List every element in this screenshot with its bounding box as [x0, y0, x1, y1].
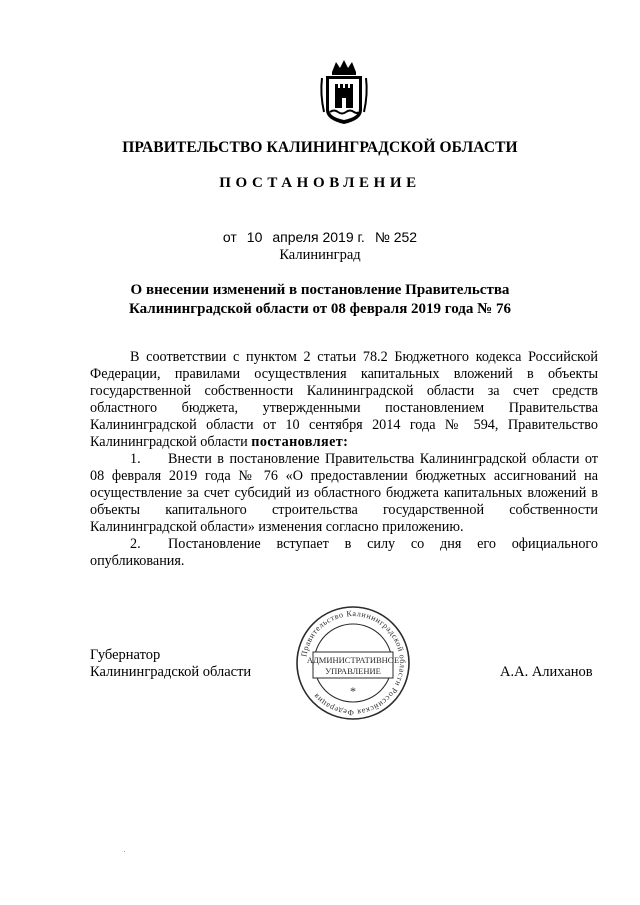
signatory-title-line-2: Калининградской области	[90, 664, 252, 680]
item-2-number: 2.	[130, 536, 141, 552]
item-1-paragraph	[90, 451, 598, 536]
document-number: № 252	[374, 229, 418, 245]
item-2-text: Постановление вступает в силу со дня его официального опубликования.	[90, 536, 598, 569]
item-1-number: 1.	[130, 451, 141, 467]
organization-title: ПРАВИТЕЛЬСТВО КАЛИНИНГРАДСКОЙ ОБЛАСТИ	[122, 139, 518, 156]
intro-paragraph	[90, 349, 598, 451]
signatory-name: А.А. Алиханов	[500, 664, 593, 680]
document-city: Калининград	[279, 247, 361, 263]
document-body	[90, 349, 598, 570]
date-prefix: от	[222, 229, 237, 245]
stamp-center-line-2: УПРАВЛЕНИЕ	[325, 666, 381, 676]
coat-of-arms-emblem	[318, 58, 370, 126]
subject-line-1: О внесении изменений в постановление Правительства	[130, 282, 510, 298]
item-2-paragraph	[90, 536, 598, 570]
official-stamp	[294, 604, 412, 722]
intro-text: В соответствии с пунктом 2 статьи 78.2 Бюджетного кодекса Российской Федерации, правилами осуществления капитальных вложений в объекты государственной собственности Калининградской области за счет средств областного бюджета, утвержденными постановлением Правительства Калининградской области от 10 сентября 2014 года № 594, Правительство Калининградской области	[90, 349, 598, 450]
stamp-ring-text: Правительство Калининградской области Российская Федерация	[299, 608, 408, 718]
signatory-title	[90, 647, 251, 681]
document-type-title: ПОСТАНОВЛЕНИЕ	[219, 175, 421, 191]
signatory-title-line-1: Губернатор	[90, 647, 161, 663]
stamp-star: *	[350, 684, 356, 698]
scan-speck	[124, 851, 125, 852]
document-date-line	[0, 229, 640, 245]
date-month-year: апреля 2019 г.	[272, 229, 365, 245]
subject-line-2: Калининградской области от 08 февраля 2019 года № 76	[129, 301, 511, 317]
item-1-text: Внести в постановление Правительства Калининградской области от 08 февраля 2019 года № 76 «О предоставлении бюджетных ассигнований на осуществление за счет субсидий из областного бюджета капитальных вложений в объекты капитального строительства государственной собственности Калининградской области» изменения согласно приложению.	[90, 451, 598, 535]
date-day: 10	[246, 229, 263, 245]
document-subject	[0, 281, 640, 319]
resolution-keyword: постановляет:	[251, 434, 349, 450]
stamp-center-line-1: АДМИНИСТРАТИВНОЕ	[306, 655, 400, 665]
